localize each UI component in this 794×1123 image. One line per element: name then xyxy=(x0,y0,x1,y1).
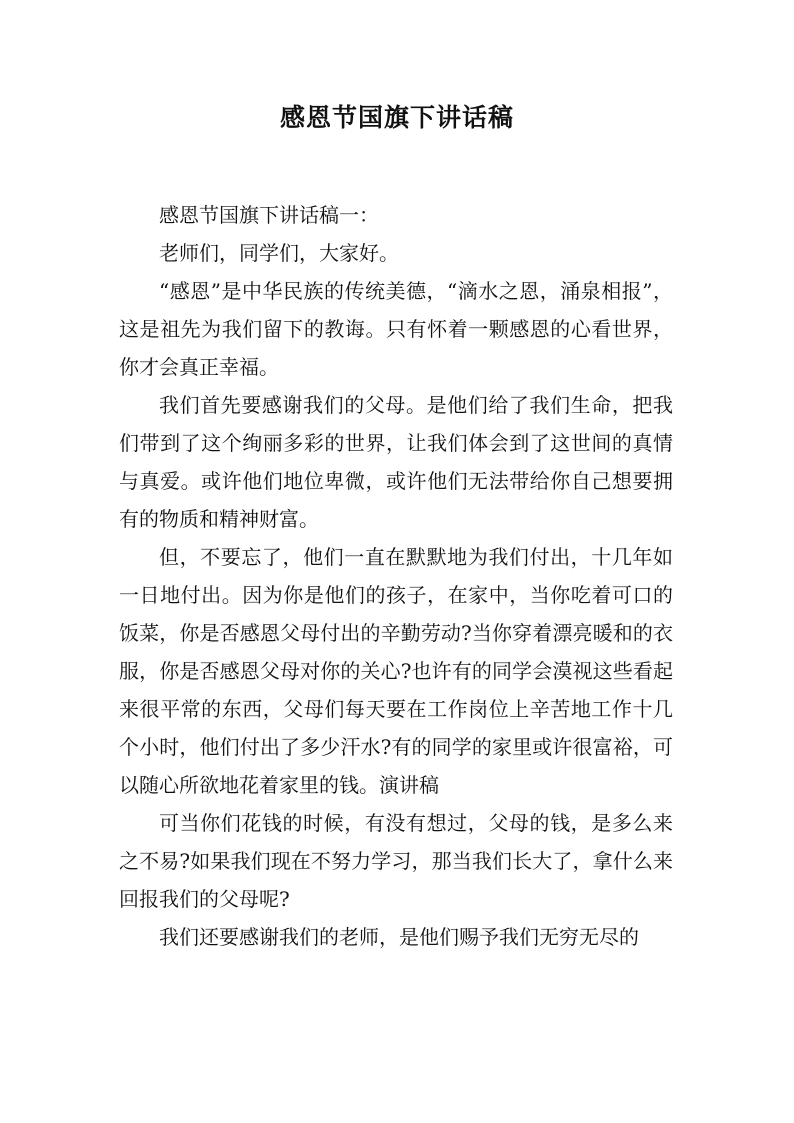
document-body xyxy=(119,196,673,956)
paragraph-heading: 感恩节国旗下讲话稿一： xyxy=(159,203,379,227)
paragraph-thank-parents: 我们首先要感谢我们的父母。是他们给了我们生命，把我们带到了这个绚丽多彩的世界，让我们体会到了这世间的真情与真爱。或许他们地位卑微，或许他们无法带给你自己想要拥有的物质和精神财富。 xyxy=(119,393,673,531)
paragraph-parents-sacrifice: 但，不要忘了，他们一直在默默地为我们付出，十几年如一日地付出。因为你是他们的孩子，在家中，当你吃着可口的饭菜，你是否感恩父母付出的辛勤劳动?当你穿着漂亮暖和的衣服，你是否感恩父母对你的关心?也许有的同学会漠视这些看起来很平常的东西，父母们每天要在工作岗位上辛苦地工作十几个小时，他们付出了多少汗水?有的同学的家里或许很富裕，可以随心所欲地花着家里的钱。演讲稿 xyxy=(119,545,673,797)
document-title: 感恩节国旗下讲话稿 xyxy=(279,103,514,132)
paragraph-thank-teachers: 我们还要感谢我们的老师，是他们赐予我们无穷无尽的 xyxy=(159,925,639,949)
paragraph-greeting: 老师们，同学们，大家好。 xyxy=(159,241,399,265)
paragraph-spending-money: 可当你们花钱的时候，有没有想过，父母的钱，是多么来之不易?如果我们现在不努力学习，那当我们长大了，拿什么来回报我们的父母呢? xyxy=(119,811,673,911)
paragraph-gratitude-virtue: “感恩”是中华民族的传统美德，“滴水之恩，涌泉相报”，这是祖先为我们留下的教诲。只有怀着一颗感恩的心看世界，你才会真正幸福。 xyxy=(119,279,673,379)
